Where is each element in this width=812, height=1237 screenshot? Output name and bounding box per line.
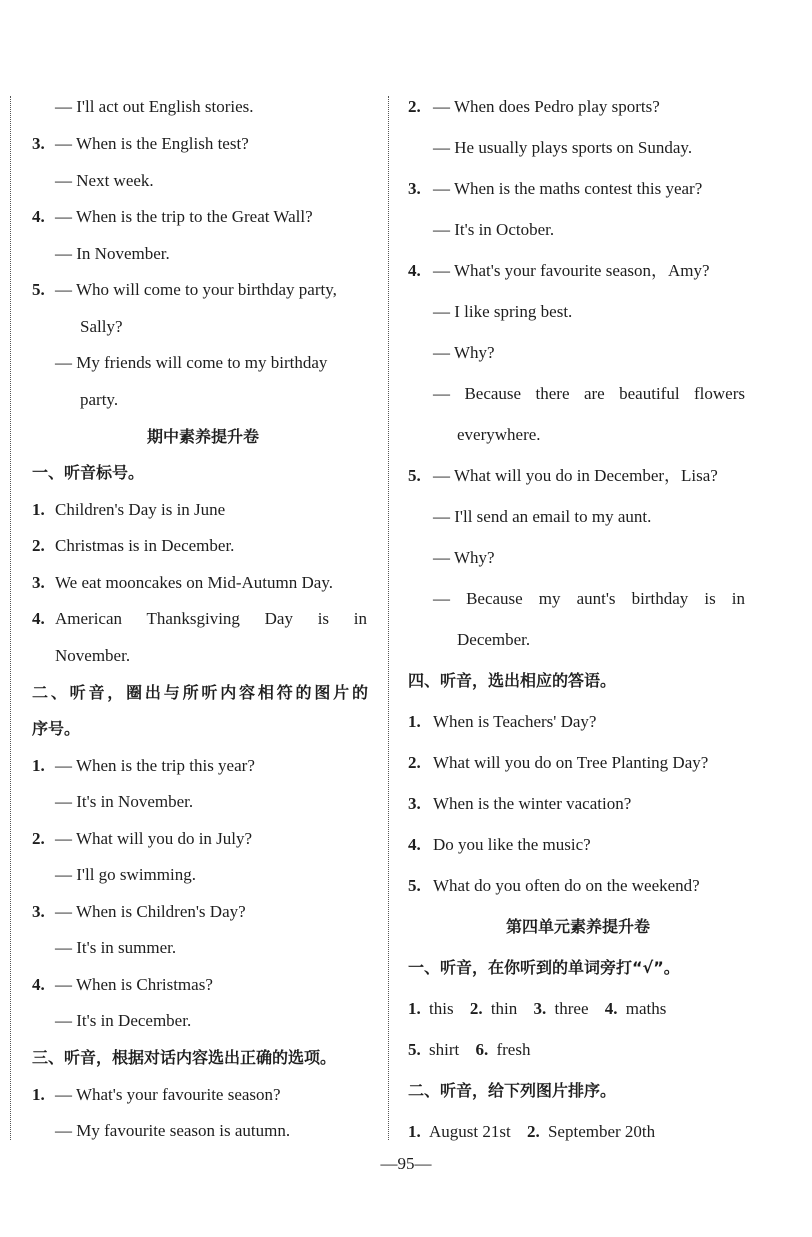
answer-line: [32, 901, 246, 923]
item-number: 5.: [408, 1040, 421, 1059]
answer-line: [32, 828, 252, 850]
answer-line: — It's in November.: [55, 792, 194, 811]
word: shirt: [429, 1040, 460, 1059]
answer-line: [32, 974, 213, 996]
item-number: 2.: [469, 999, 483, 1018]
item-number: 1.: [32, 500, 45, 519]
answer-text: — What's your favourite season，Amy?: [433, 261, 710, 280]
item-number: 1.: [408, 712, 421, 731]
answer-line: [408, 465, 718, 487]
answer-text: — When is the maths contest this year?: [433, 179, 703, 198]
item-number: 3.: [408, 179, 421, 198]
item-number: 2.: [32, 536, 45, 555]
answer-text: When is the winter vacation?: [433, 794, 632, 813]
section-heading: 二、听音，给下列图片排序。: [408, 1081, 617, 1100]
item-number: 1.: [408, 999, 421, 1018]
answer-line: [408, 793, 631, 815]
section-title: 第四单元素养提升卷: [505, 917, 650, 936]
section-heading: 四、听音，选出相应的答语。: [408, 671, 617, 690]
item-number: 4.: [604, 999, 618, 1018]
column-divider-dotted-line: [388, 96, 389, 1140]
item-number: 3.: [32, 134, 45, 153]
section-heading: 一、听音标号。: [32, 463, 145, 482]
answer-line: — Next week.: [55, 171, 154, 190]
answer-text: — When is Christmas?: [55, 975, 213, 994]
answer-line: — Because my aunt's birthday is in: [433, 589, 745, 608]
answer-line: — Because there are beautiful flowers: [433, 384, 745, 403]
answer-text: What will you do on Tree Planting Day?: [433, 753, 709, 772]
answer-line: [32, 608, 367, 630]
word: three: [554, 999, 589, 1018]
answer-line: [32, 535, 234, 557]
word-list-line: [408, 1121, 655, 1143]
answer-line: [408, 711, 596, 733]
answer-text: Do you like the music?: [433, 835, 591, 854]
answer-text: — When is Children's Day?: [55, 902, 246, 921]
answer-line: — Why?: [433, 548, 495, 567]
answer-line: [32, 206, 313, 228]
answer-text: — What's your favourite season?: [55, 1085, 281, 1104]
answer-line: — I'll act out English stories.: [55, 97, 254, 116]
answer-line: — It's in summer.: [55, 938, 177, 957]
answer-line: — In November.: [55, 244, 170, 263]
item-number: 5.: [32, 280, 45, 299]
item-number: 4.: [408, 835, 421, 854]
answer-text: — When does Pedro play sports?: [433, 97, 660, 116]
answer-line: [408, 178, 702, 200]
answer-line: — I'll send an email to my aunt.: [433, 507, 652, 526]
answer-line: [408, 96, 660, 118]
answer-line: [32, 279, 337, 301]
section-heading: 一、听音，在你听到的单词旁打“√”。: [408, 958, 680, 977]
answer-line: [32, 572, 333, 594]
answer-line: [32, 499, 225, 521]
answer-text: — When is the trip this year?: [55, 756, 255, 775]
item-number: 6.: [475, 1040, 489, 1059]
word: thin: [490, 999, 518, 1018]
word: this: [429, 999, 454, 1018]
answer-text: Christmas is in December.: [55, 536, 235, 555]
item-number: 1.: [408, 1122, 421, 1141]
answer-line: — It's in December.: [55, 1011, 192, 1030]
item-number: 4.: [32, 609, 45, 628]
answer-text: — What will you do in July?: [55, 829, 253, 848]
item-number: 3.: [32, 573, 45, 592]
answer-line: [408, 834, 591, 856]
item-number: 2.: [32, 829, 45, 848]
answer-line: everywhere.: [457, 425, 541, 444]
answer-line: [32, 1084, 281, 1106]
answer-line: party.: [80, 390, 119, 409]
answer-line: [408, 260, 710, 282]
answer-line: — Why?: [433, 343, 495, 362]
answer-text: — When is the English test?: [55, 134, 249, 153]
item-number: 1.: [32, 1085, 45, 1104]
word: August 21st: [429, 1122, 511, 1141]
answer-line: [408, 875, 700, 897]
answer-text: — When is the trip to the Great Wall?: [55, 207, 313, 226]
answer-text: — What will you do in December，Lisa?: [433, 466, 718, 485]
item-number: 2.: [526, 1122, 540, 1141]
answer-line: [32, 133, 249, 155]
answer-line: December.: [457, 630, 531, 649]
word: fresh: [496, 1040, 531, 1059]
section-heading: 三、听音，根据对话内容选出正确的选项。: [32, 1048, 337, 1067]
answer-line: Sally?: [80, 317, 123, 336]
item-number: 5.: [408, 876, 421, 895]
answer-line: — He usually plays sports on Sunday.: [433, 138, 693, 157]
section-title: 期中素养提升卷: [146, 427, 259, 446]
item-number: 3.: [533, 999, 547, 1018]
item-number: 4.: [408, 261, 421, 280]
answer-line: — I like spring best.: [433, 302, 573, 321]
item-number: 2.: [408, 97, 421, 116]
answer-line: — I'll go swimming.: [55, 865, 196, 884]
left-margin-dotted-line: [10, 96, 11, 1140]
word: September 20th: [547, 1122, 656, 1141]
word-list-line: [408, 1039, 530, 1061]
word-list-line: [408, 998, 666, 1020]
item-number: 4.: [32, 207, 45, 226]
section-heading: 序号。: [32, 719, 81, 738]
item-number: 3.: [32, 902, 45, 921]
answer-line: — My friends will come to my birthday: [55, 353, 328, 372]
answer-line: [408, 752, 708, 774]
answer-text: Children's Day is in June: [55, 500, 226, 519]
answer-line: [32, 755, 255, 777]
item-number: 1.: [32, 756, 45, 775]
answer-line: November.: [55, 646, 131, 665]
word: maths: [625, 999, 667, 1018]
answer-text: We eat mooncakes on Mid-Autumn Day.: [55, 573, 333, 592]
answer-line: — My favourite season is autumn.: [55, 1121, 291, 1140]
answer-text: — Who will come to your birthday party,: [55, 280, 337, 299]
item-number: 2.: [408, 753, 421, 772]
answer-text: American Thanksgiving Day is in: [55, 609, 367, 628]
answer-text: When is Teachers' Day?: [433, 712, 597, 731]
answer-line: — It's in October.: [433, 220, 555, 239]
section-heading: 二、听音，圈出与所听内容相符的图片的: [32, 683, 368, 702]
item-number: 4.: [32, 975, 45, 994]
item-number: 5.: [408, 466, 421, 485]
answer-text: What do you often do on the weekend?: [433, 876, 700, 895]
page-number: —95—: [380, 1154, 432, 1173]
item-number: 3.: [408, 794, 421, 813]
